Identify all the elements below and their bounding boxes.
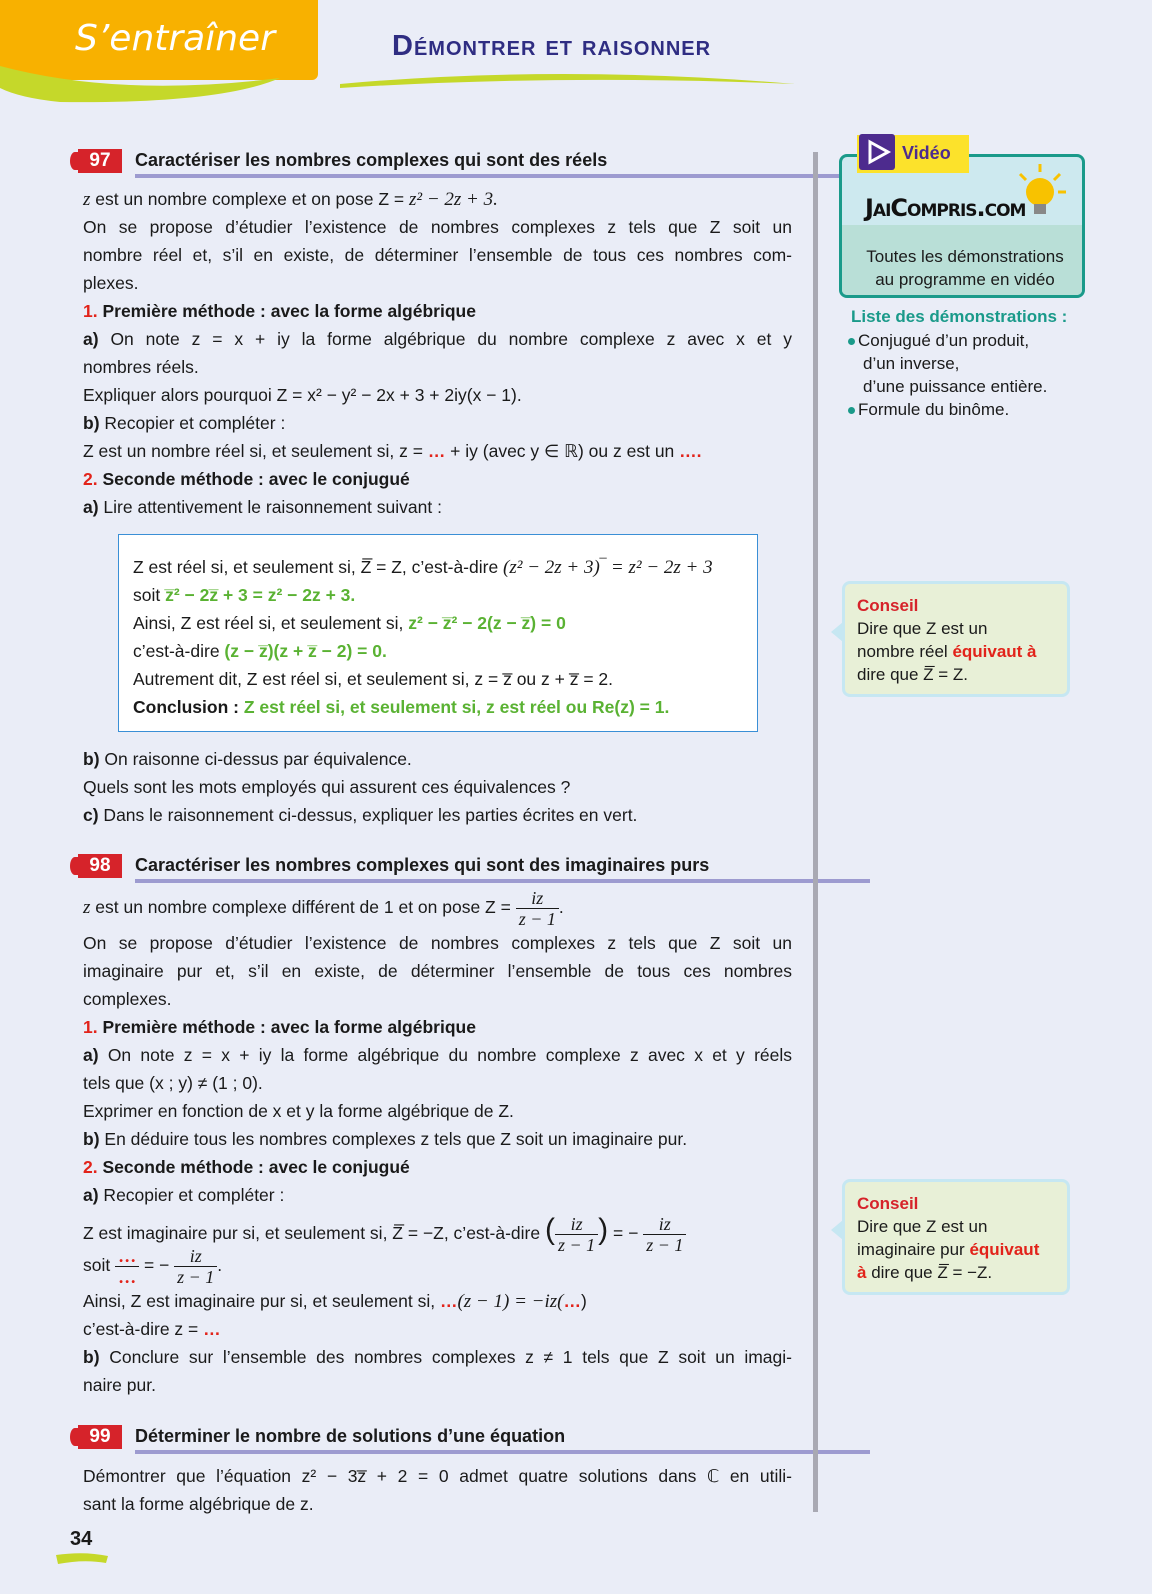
ex99-line1: Démontrer que l’équation z² − 3z̅ + 2 = 0 admet quatre solutions dans ℂ en utili- [83,1466,792,1486]
text: Z est imaginaire pur si, et seulement si, Z̅ = −Z, c’est-à-dire [83,1223,541,1243]
box-line-6 [133,697,669,718]
text: Ainsi, Z est imaginaire pur si, et seulement si, [83,1291,440,1311]
text: Recopier et compléter : [99,413,286,433]
text: dire que Z̅ = −Z. [866,1263,993,1282]
fraction-numerator: iz [555,1214,598,1235]
demo-item [848,400,1009,420]
exercise-title: Déterminer le nombre de solutions d’une équation [135,1426,566,1446]
exercise-rule [135,174,870,178]
text: On note z = x + iy la forme algébrique du nombre complexe z avec x et y [98,329,792,349]
text: soit [83,1255,116,1276]
ex98-b2-line1 [83,1347,792,1368]
box-line-4 [133,641,387,662]
math-expr: (z − 1) = −iz( [457,1291,564,1312]
sidebar-divider [813,152,818,1512]
exercise-title: Caractériser les nombres complexes qui sont des imaginaires purs [135,855,710,875]
text: En déduire tous les nombres complexes z tels que Z soit un imaginaire pur. [99,1129,688,1149]
method-title: Seconde méthode : avec le conjugué [97,469,410,489]
question-label: a) [83,1185,99,1205]
ex98-method-2 [83,1157,410,1178]
conseil-text [857,640,1055,663]
math-var: z [83,897,91,919]
green-math: z̅² − 2z̅ + 3 = z² − 2z + 3. [165,585,356,605]
text: c’est-à-dire z = [83,1319,204,1339]
ex97-a-line2: nombres réels. [83,357,199,377]
fraction-denominator: z − 1 [518,909,556,929]
text: nombre réel [857,642,953,661]
demo-item-text: Formule du binôme. [858,400,1010,419]
tab-swoosh-decoration [0,58,330,108]
exercise-number: 98 [78,854,122,878]
blank-dots: … [439,1291,458,1311]
ex97-a-line1 [83,329,792,350]
exercise-title: Caractériser les nombres complexes qui sont des réels [135,150,608,170]
site-logo-text: JaiCompris.com [865,194,1026,222]
text: + iy (avec y ∈ ℝ) ou z est un [445,441,680,461]
exercise-99-header [78,1425,792,1453]
ex97-a-line3: Expliquer alors pourquoi Z = x² − y² − 2x + 3 + 2iy(x − 1). [83,385,522,405]
ex98-a-line2: tels que (x ; y) ≠ (1 ; 0). [83,1073,263,1093]
ex98-soit-line: soit $\frac{\dots}{\dots}$ = − $\frac{iz}{z - 1}$ . [83,1246,223,1287]
ex98-para-2: imaginaire pur et, s’il en existe, de déterminer l’ensemble de tous ces nombres [83,961,792,981]
title-underline-swoosh [340,66,800,90]
exercise-rule [135,879,870,883]
text: Z est un nombre réel si, et seulement si, z = [83,441,428,461]
ex98-a2-line2: Z est imaginaire pur si, et seulement si, Z̅ = −Z, c’est-à-dire ( $\frac{iz}{z - 1}$ ) = − $\frac{iz}{z - 1}$ [83,1213,686,1255]
method-number: 2. [83,469,98,489]
fraction [643,1214,686,1255]
text: Z est réel si, et seulement si, Z̅ = Z, c’est-à-dire [133,557,504,577]
ex99-line2: sant la forme algébrique de z. [83,1494,314,1514]
blank-dots: … [427,441,446,461]
math-expr: (z² − 2z + 3)‾ = z² − 2z + 3 [503,557,713,578]
fraction [516,888,559,929]
page-title [392,30,711,63]
section-tab-label: S’entraîner [75,18,276,59]
method-number: 1. [83,1017,98,1037]
demo-item-continued: d’un inverse, [863,354,960,373]
text: Lire attentivement le raisonnement suivant : [98,497,442,517]
method-number: 1. [83,301,98,321]
question-label: a) [83,497,99,517]
ex97-a2-line [83,497,442,518]
conseil-text: dire que Z̅ = Z. [857,665,969,684]
text: c’est-à-dire [133,641,225,661]
ex97-method-1 [83,301,476,322]
ex98-intro: z est un nombre complexe différent de 1 et on pose Z = $\frac{iz}{z - 1}$ . [83,888,564,929]
question-label: b) [83,1129,100,1149]
paren: ( [545,1213,555,1246]
page-number: 34 [70,1528,93,1550]
text: imaginaire pur [857,1240,970,1259]
exercise-rule [135,1450,870,1454]
emphasis: équivaut [969,1240,1040,1259]
bullet-icon [848,407,855,414]
question-label: a) [83,1045,99,1065]
exercise-98-header [78,854,792,882]
paren: ) [598,1213,609,1246]
blank-fraction [115,1246,139,1287]
ex98-method-1 [83,1017,476,1038]
text: Ainsi, Z est réel si, et seulement si, [133,613,409,633]
ex97-para-3: plexes. [83,273,139,293]
ex97-method-2 [83,469,410,490]
exercise-97-header [78,149,792,177]
exercise-number: 97 [78,149,122,173]
blank-dots: … [203,1319,221,1339]
box-line-2 [133,585,355,606]
green-math: z² − z̅² − 2(z − z̅) = 0 [408,613,566,633]
demo-item-continued: d’une puissance entière. [863,377,1048,396]
green-math: (z − z̅)(z + z̅ − 2) = 0. [224,641,387,661]
text: soit [133,585,166,605]
page-number-swoosh [56,1552,112,1566]
green-conclusion: Z est réel si, et seulement si, z est réel ou Re(z) = 1. [243,697,670,717]
ex97-b-line2 [83,441,702,462]
ex97-b2-line2: Quels sont les mots employés qui assurent ces équivalences ? [83,777,571,797]
method-number: 2. [83,1157,98,1177]
play-icon[interactable] [859,134,895,170]
ex97-intro [83,189,498,211]
video-label: Vidéo [902,143,951,163]
text: Conclure sur l’ensemble des nombres complexes z ≠ 1 tels que Z soit un imagi- [99,1347,792,1367]
fraction-denominator: z − 1 [177,1267,215,1287]
ex97-b2-line1 [83,749,412,770]
reasoning-box [118,534,758,732]
video-description: Toutes les démonstrations au programme en vidéo [866,247,1064,289]
demo-list-title: Liste des démonstrations : [851,307,1068,326]
exercise-number: 99 [78,1425,122,1449]
lightbulb-icon [1008,160,1068,226]
demo-item-text: Conjugué d’un produit, [858,331,1030,350]
conseil-title: Conseil [857,596,919,615]
method-title: Première méthode : avec la forme algébrique [97,301,476,321]
box-line-3 [133,613,566,634]
ex98-b-line [83,1129,687,1150]
blank-dots: … [118,1267,137,1287]
fraction-numerator: iz [174,1246,217,1267]
ex97-c2-line [83,805,637,826]
blank-dots: … [563,1291,581,1311]
ex97-b-line1 [83,413,285,434]
demo-item [848,331,1029,351]
method-title: Seconde méthode : avec le conjugué [97,1157,410,1177]
question-label: c) [83,805,99,825]
conseil-text: Dire que Z est un [857,1217,988,1236]
ex98-a2-line1 [83,1185,284,1206]
text: On raisonne ci-dessus par équivalence. [99,749,412,769]
conseil-box-2 [842,1179,1070,1295]
fraction-denominator: z − 1 [558,1234,596,1255]
conseil-text [857,1238,1055,1261]
blank-dots: …. [679,441,702,461]
emphasis: équivaut à [952,642,1037,661]
fraction [174,1246,217,1287]
ex98-ainsi-line [83,1291,587,1313]
ex98-para-3: complexes. [83,989,172,1009]
ex98-a-line1 [83,1045,792,1066]
play-triangle-icon [859,134,895,170]
conseil-title: Conseil [857,1194,919,1213]
box-line-5: Autrement dit, Z est réel si, et seulement si, z = z̅ ou z + z̅ = 2. [133,669,614,689]
fraction-denominator: z − 1 [646,1234,684,1255]
box-line-1 [133,557,713,579]
bullet-icon [848,338,855,345]
question-label: b) [83,749,100,769]
fraction-numerator: iz [516,888,559,909]
conclusion-label: Conclusion : [133,697,244,717]
ex97-para-1: On se propose d’étudier l’existence de nombres complexes z tels que Z soit un [83,217,792,237]
ex98-para-1: On se propose d’étudier l’existence de nombres complexes z tels que Z soit un [83,933,792,953]
conseil-box-1 [842,581,1070,697]
question-label: b) [83,413,100,433]
fraction-numerator: iz [643,1214,686,1235]
emphasis: à [857,1263,867,1282]
text: On note z = x + iy la forme algébrique du nombre complexe z avec x et y réels [98,1045,792,1065]
ex98-cad-line [83,1319,221,1340]
page-title-text: Démontrer et raisonner [392,30,712,62]
blank-dots: … [115,1246,139,1267]
ex98-b2-line2: naire pur. [83,1375,156,1395]
text: Recopier et compléter : [98,1185,285,1205]
question-label: b) [83,1347,100,1367]
text: est un nombre complexe et on pose Z = [90,189,409,209]
method-title: Première méthode : avec la forme algébrique [97,1017,476,1037]
question-label: a) [83,329,99,349]
text: est un nombre complexe différent de 1 et on pose Z = [90,897,516,918]
math-expr: z² − 2z + 3. [409,189,498,210]
fraction [555,1214,598,1255]
conseil-text [857,1261,1055,1284]
site-logo[interactable] [865,194,1025,222]
conseil-text: Dire que Z est un [857,619,988,638]
math-var: z [83,189,91,210]
text: ) [580,1291,587,1311]
text: Dans le raisonnement ci-dessus, expliquer les parties écrites en vert. [98,805,638,825]
ex98-a-line3: Exprimer en fonction de x et y la forme algébrique de Z. [83,1101,514,1121]
ex97-para-2: nombre réel et, s’il en existe, de déterminer l’ensemble de tous ces nombres com- [83,245,792,265]
